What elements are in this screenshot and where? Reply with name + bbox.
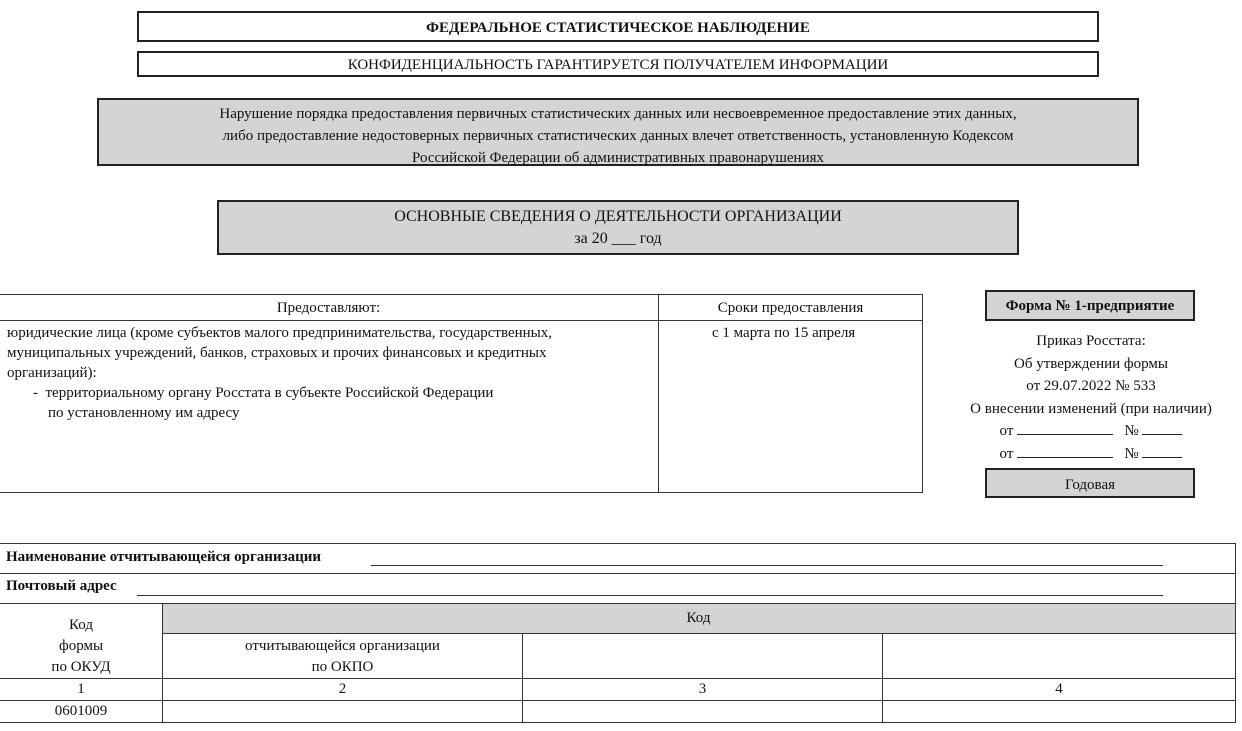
okpo-column-header (163, 636, 522, 678)
okpo-code-field[interactable] (163, 701, 522, 722)
row-divider (0, 573, 1236, 574)
report-title: ОСНОВНЫЕ СВЕДЕНИЯ О ДЕЯТЕЛЬНОСТИ ОРГАНИЗАЦИИ (394, 208, 842, 225)
change-date-field-1[interactable] (1017, 420, 1113, 435)
okpo-header-line-2: по ОКПО (311, 659, 374, 675)
survey-title: ФЕДЕРАЛЬНОЕ СТАТИСТИЧЕСКОЕ НАБЛЮДЕНИЕ (137, 11, 1099, 42)
warning-line-2: либо предоставление недостоверных первичных статистических данных влечет ответственность, установленную Кодексом (222, 128, 1014, 144)
row-divider (0, 678, 1236, 679)
submitters-cell (7, 323, 647, 423)
table-border-right (1235, 543, 1236, 723)
column-number-4: 4 (1055, 681, 1063, 697)
okud-column-header (0, 615, 162, 678)
column-divider (658, 295, 659, 492)
column-number-3: 3 (698, 681, 707, 697)
confidentiality-notice: КОНФИДЕНЦИАЛЬНОСТЬ ГАРАНТИРУЕТСЯ ПОЛУЧАТЕЛЕМ ИНФОРМАЦИИ (137, 51, 1099, 77)
org-name-label: Наименование отчитывающейся организации (6, 549, 322, 565)
change-number-field-2[interactable] (1142, 443, 1182, 458)
deadline-value: с 1 марта по 15 апреля (712, 325, 856, 341)
code-field-4[interactable] (883, 701, 1235, 722)
header-divider (0, 320, 922, 321)
periodicity-badge: Годовая (985, 468, 1195, 498)
submitters-line-3: организаций): (7, 365, 97, 381)
okud-header-line-2: формы (58, 638, 104, 654)
changes-title: О внесении изменений (при наличии) (970, 400, 1212, 417)
report-title-box (217, 200, 1019, 255)
okpo-header-line-1: отчитывающейся организации (245, 638, 440, 654)
change-date-field-2[interactable] (1017, 443, 1113, 458)
change-number-field-1[interactable] (1142, 420, 1182, 435)
from-label: от (999, 423, 1014, 439)
deadline-header: Сроки предоставления (717, 300, 864, 316)
code-field-3[interactable] (523, 701, 882, 722)
okud-header-line-1: Код (69, 617, 93, 633)
okud-code-value: 0601009 (54, 703, 108, 719)
column-number-2: 2 (338, 681, 347, 697)
org-name-field[interactable] (371, 565, 1163, 566)
order-line-1: Об утверждении формы (1014, 355, 1168, 372)
order-line-2: от 29.07.2022 № 533 (1026, 378, 1156, 394)
submitters-line-1: юридические лица (кроме субъектов малого предпринимательства, государственных, (7, 325, 552, 341)
submitters-header: Предоставляют: (276, 300, 381, 316)
form-number-label: Форма № 1-предприятие (985, 290, 1195, 321)
submitters-line-2: муниципальных учреждений, банков, страховых и прочих финансовых и кредитных (7, 345, 547, 361)
recipient-line-1: территориальному органу Росстата в субъекте Российской Федерации (45, 385, 494, 401)
order-title: Приказ Росстата: (1036, 333, 1146, 349)
warning-line-3: Российской Федерации об административных правонарушениях (411, 150, 824, 166)
table-border-top (0, 543, 1236, 544)
submission-table (0, 294, 923, 493)
organization-table (0, 543, 1236, 723)
changes-row-1 (960, 420, 1222, 443)
liability-warning (97, 98, 1139, 166)
order-info (960, 330, 1222, 465)
list-dash: - (33, 385, 38, 401)
changes-row-2 (960, 443, 1222, 466)
number-label: № (1124, 423, 1139, 439)
postal-address-field[interactable] (137, 595, 1163, 596)
column-number-1: 1 (77, 681, 85, 697)
table-border-bottom (0, 722, 1236, 723)
from-label: от (999, 445, 1014, 462)
recipient-line-2: по установленному им адресу (48, 405, 240, 421)
okud-header-line-3: по ОКУД (51, 659, 111, 675)
number-label: № (1124, 445, 1139, 462)
code-header: Код (686, 610, 711, 626)
recipient-item (7, 383, 647, 403)
warning-line-1: Нарушение порядка предоставления первичных статистических данных или несвоевременное предоставление этих данных, (219, 106, 1017, 122)
report-period: за 20 ___ год (574, 230, 662, 247)
postal-address-label: Почтовый адрес (6, 578, 117, 594)
